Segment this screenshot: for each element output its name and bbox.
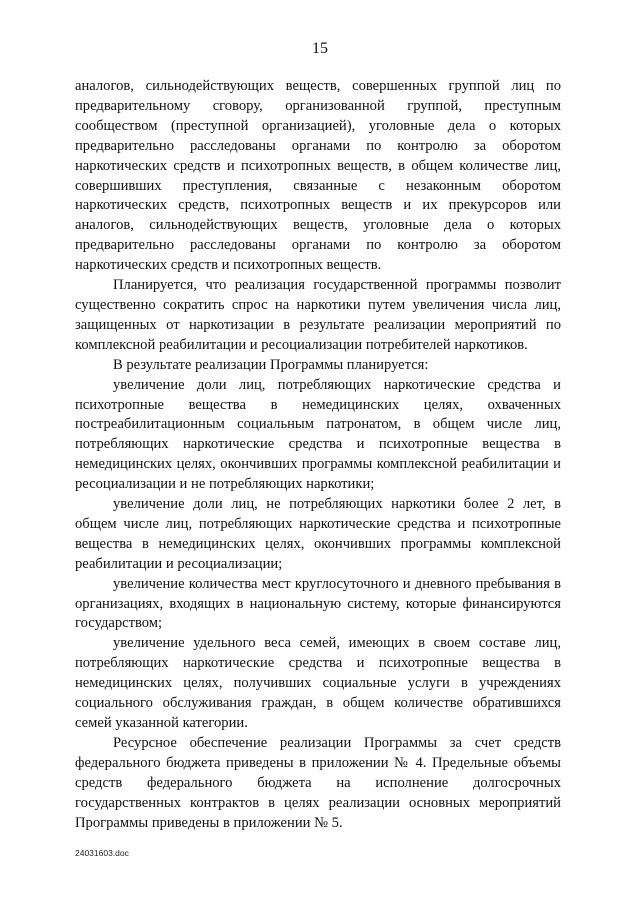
list-item-family-social-services: увеличение удельного веса семей, имеющих в своем составе лиц, потребляющих наркотические средства и психотропные вещества в немедицинских целях, получивших социальные услуги в учреждениях социального обслуживания граждан, в общем количестве обратившихся семей указанной категории. xyxy=(75,635,561,731)
list-item-postrehab-patronage: увеличение доли лиц, потребляющих наркотические средства и психотропные вещества в немедицинских целях, охваченных постреабилитационным социальным патронатом, в общем числе лиц, потребляющих наркотические средства и психотропные вещества в немедицинских целях, окончивших программы комплексной реабилитации и ресоциализации и не потребляющих наркотики; xyxy=(75,376,561,493)
list-item-abstinence-2-years: увеличение доли лиц, не потребляющих наркотики более 2 лет, в общем числе лиц, потребляющих наркотические средства и психотропные вещества в немедицинских целях, окончивших программы комплексной реабилитации и ресоциализации; xyxy=(75,496,561,572)
file-name-footer: 24031603.doc xyxy=(75,848,129,858)
document-body xyxy=(75,77,561,833)
paragraph-results-intro: В результате реализации Программы планируется: xyxy=(113,356,429,373)
paragraph-resource-funding: Ресурсное обеспечение реализации Программы за счет средств федерального бюджета приведены в приложении № 4. Предельные объемы средств федерального бюджета на исполнение долгосрочных государственных контрактов в целях реализации основных мероприятий Программы приведены в приложении № 5. xyxy=(75,734,561,831)
page-number: 15 xyxy=(312,40,328,57)
paragraph-continuation: аналогов, сильнодействующих веществ, совершенных группой лиц по предварительному сговору, организованной группой, преступным сообществом (преступной организацией), уголовные дела о которых предварительно расследованы органами по контролю за оборотом наркотических средств и психотропных веществ, в общем количестве лиц, совершивших преступления, связанные с незаконным оборотом наркотических средств, психотропных веществ и их прекурсоров или аналогов, сильнодействующих веществ, уголовные дела о которых предварительно расследованы органами по контролю за оборотом наркотических средств и психотропных веществ. xyxy=(75,78,561,274)
paragraph-planned-outcome: Планируется, что реализация государственной программы позволит существенно сократить спрос на наркотики путем увеличения числа лиц, защищенных от наркотизации в результате реализации мероприятий по комплексной реабилитации и ресоциализации потребителей наркотиков. xyxy=(75,277,561,353)
list-item-facility-places: увеличение количества мест круглосуточного и дневного пребывания в организациях, входящих в национальную систему, которые финансируются государством; xyxy=(75,575,561,632)
